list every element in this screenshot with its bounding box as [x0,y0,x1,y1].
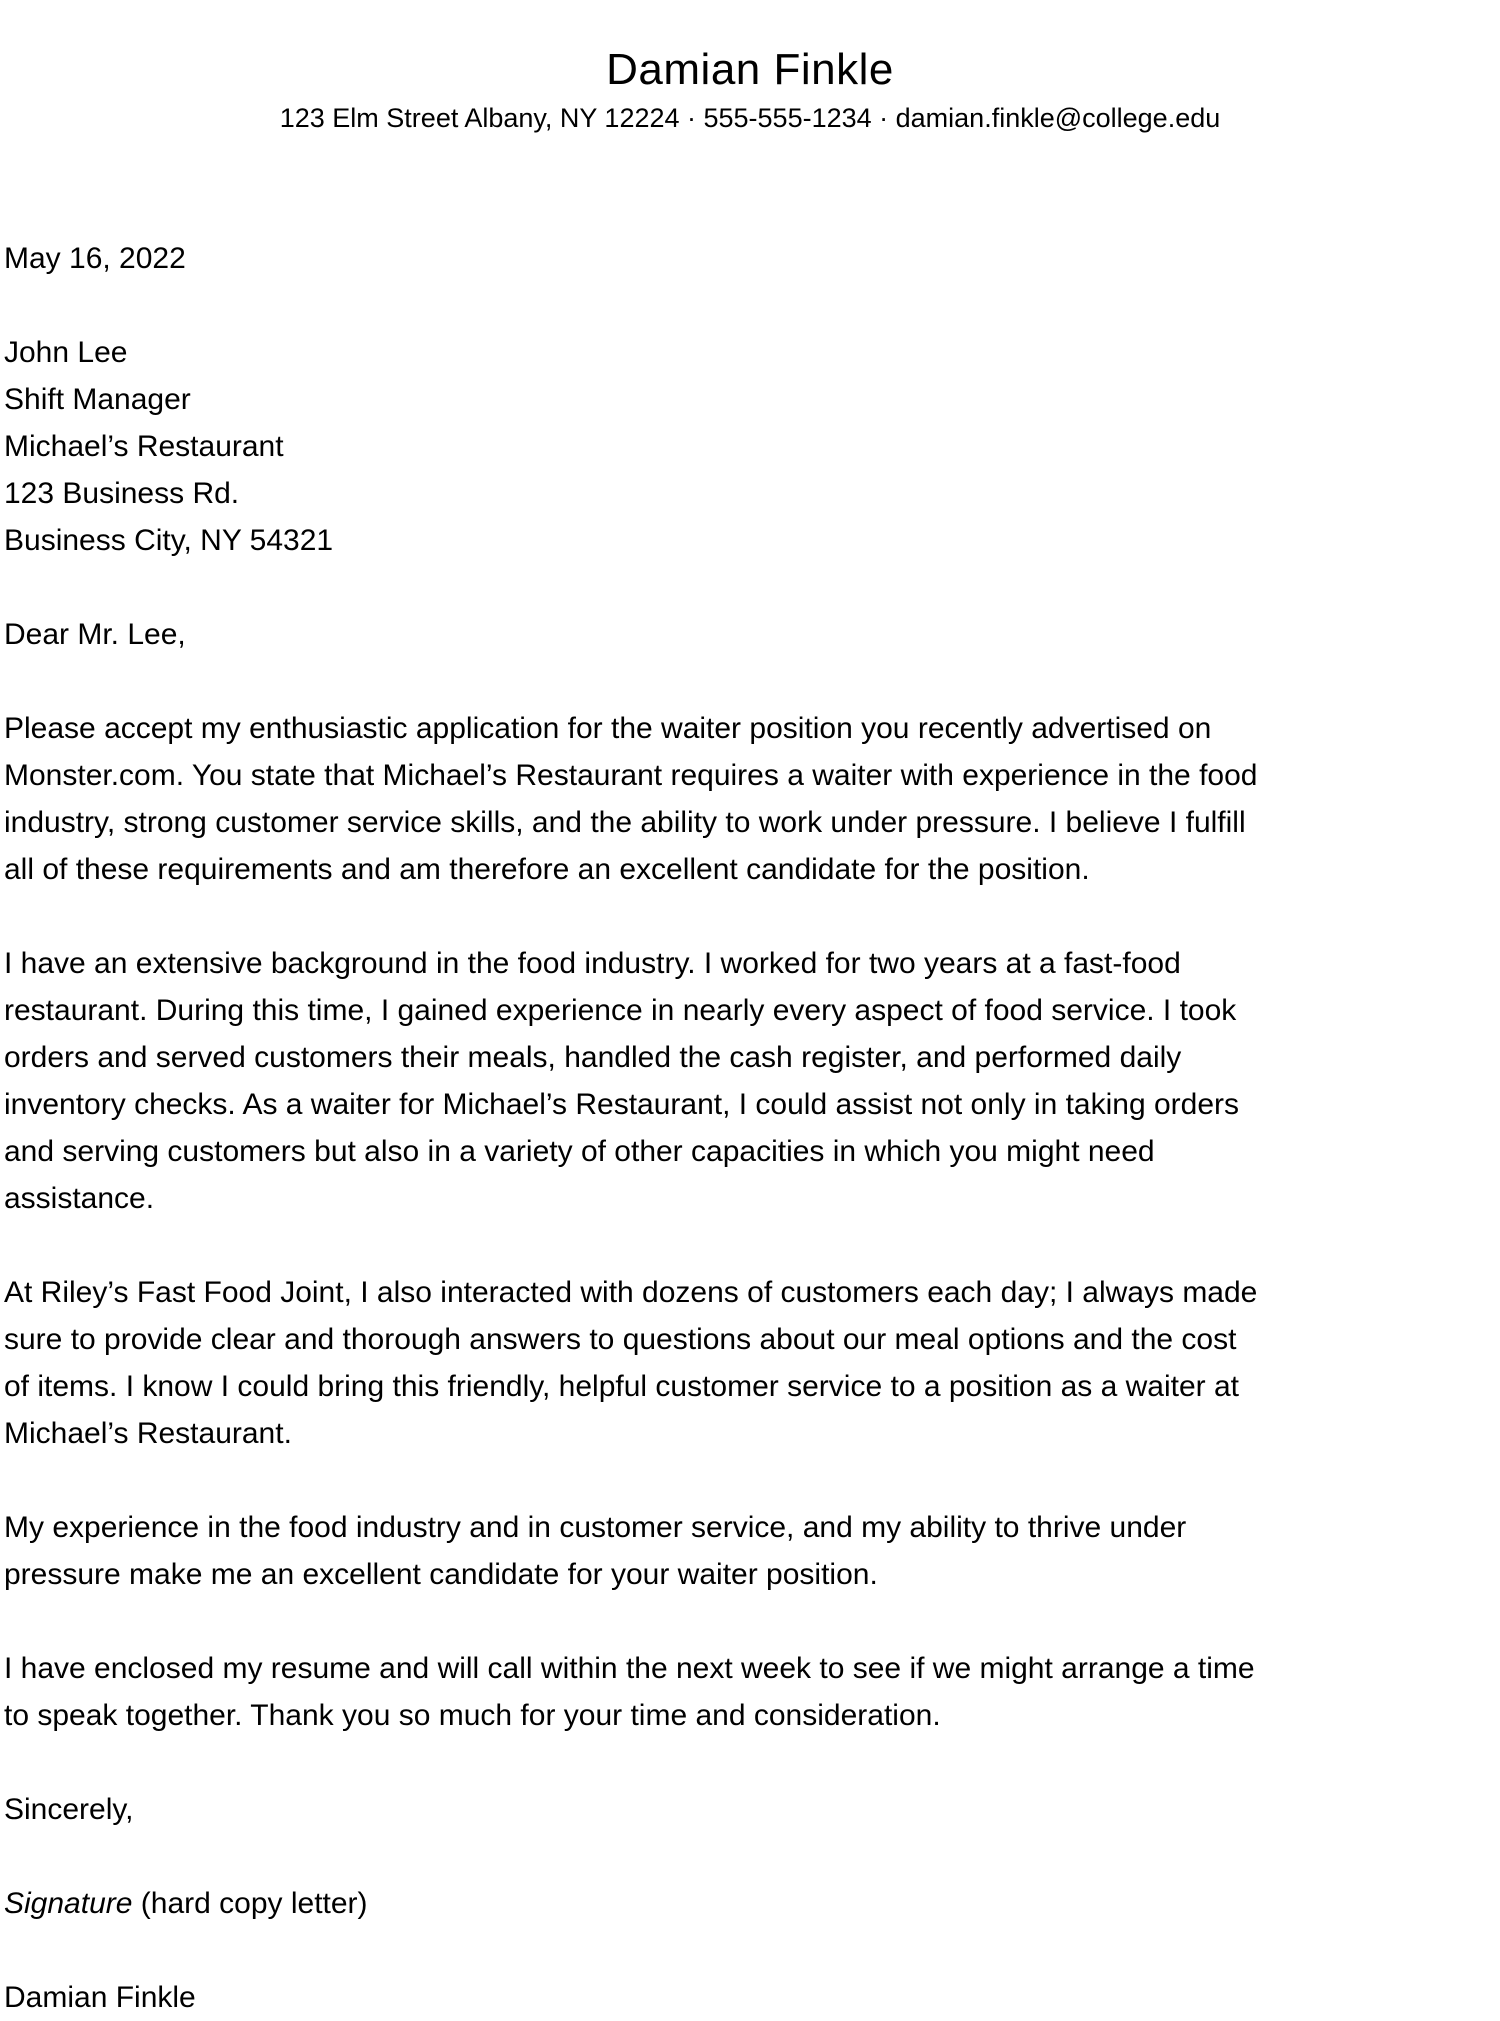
body-line: orders and served customers their meals, handled the cash register, and performed daily [4,1041,1182,1074]
signature-placeholder: Signature [4,1887,133,1920]
body-line: I have an extensive background in the food industry. I worked for two years at a fast-food [4,947,1181,980]
body-paragraph-4 [4,1504,1498,1598]
sender-contact-line: 123 Elm Street Albany, NY 12224 · 555-555-1234 · damian.finkle@college.edu [279,103,1221,133]
recipient-title: Shift Manager [4,383,191,416]
body-paragraph-2 [4,940,1498,1222]
valediction: Sincerely, [4,1793,134,1826]
body-line: I have enclosed my resume and will call within the next week to see if we might arrange a time [4,1652,1255,1685]
body-paragraph-1 [4,705,1498,893]
body-line: Michael’s Restaurant. [4,1417,292,1450]
signature-line [4,1880,1498,1927]
recipient-street: 123 Business Rd. [4,477,240,510]
sender-name: Damian Finkle [606,45,894,94]
salutation: Dear Mr. Lee, [4,618,186,651]
body-line: all of these requirements and am therefore an excellent candidate for the position. [4,853,1090,886]
recipient-city: Business City, NY 54321 [4,524,334,557]
body-line: of items. I know I could bring this friendly, helpful customer service to a position as a waiter at [4,1370,1240,1403]
typed-name: Damian Finkle [4,1981,196,2014]
recipient-address [4,329,1498,564]
letter-content [0,235,1500,2021]
body-line: and serving customers but also in a variety of other capacities in which you might need [4,1135,1155,1168]
signature-note: (hard copy letter) [132,1887,368,1920]
body-paragraph-3 [4,1269,1498,1457]
body-line: inventory checks. As a waiter for Michael’s Restaurant, I could assist not only in taking orders [4,1088,1240,1121]
letter-header [0,46,1500,135]
recipient-company: Michael’s Restaurant [4,430,284,463]
body-line: Please accept my enthusiastic application for the waiter position you recently advertised on [4,712,1212,745]
body-paragraph-5 [4,1645,1498,1739]
body-line: Monster.com. You state that Michael’s Restaurant requires a waiter with experience in the food [4,759,1258,792]
recipient-name: John Lee [4,336,128,369]
body-line: restaurant. During this time, I gained experience in nearly every aspect of food service. I took [4,994,1237,1027]
body-line: My experience in the food industry and in customer service, and my ability to thrive under [4,1511,1187,1544]
body-line: At Riley’s Fast Food Joint, I also interacted with dozens of customers each day; I always made [4,1276,1258,1309]
body-line: industry, strong customer service skills, and the ability to work under pressure. I believe I fulfill [4,806,1246,839]
body-line: sure to provide clear and thorough answers to questions about our meal options and the cost [4,1323,1237,1356]
body-line: to speak together. Thank you so much for your time and consideration. [4,1699,941,1732]
letter-date: May 16, 2022 [4,242,186,275]
body-line: pressure make me an excellent candidate for your waiter position. [4,1558,878,1591]
body-line: assistance. [4,1182,155,1215]
